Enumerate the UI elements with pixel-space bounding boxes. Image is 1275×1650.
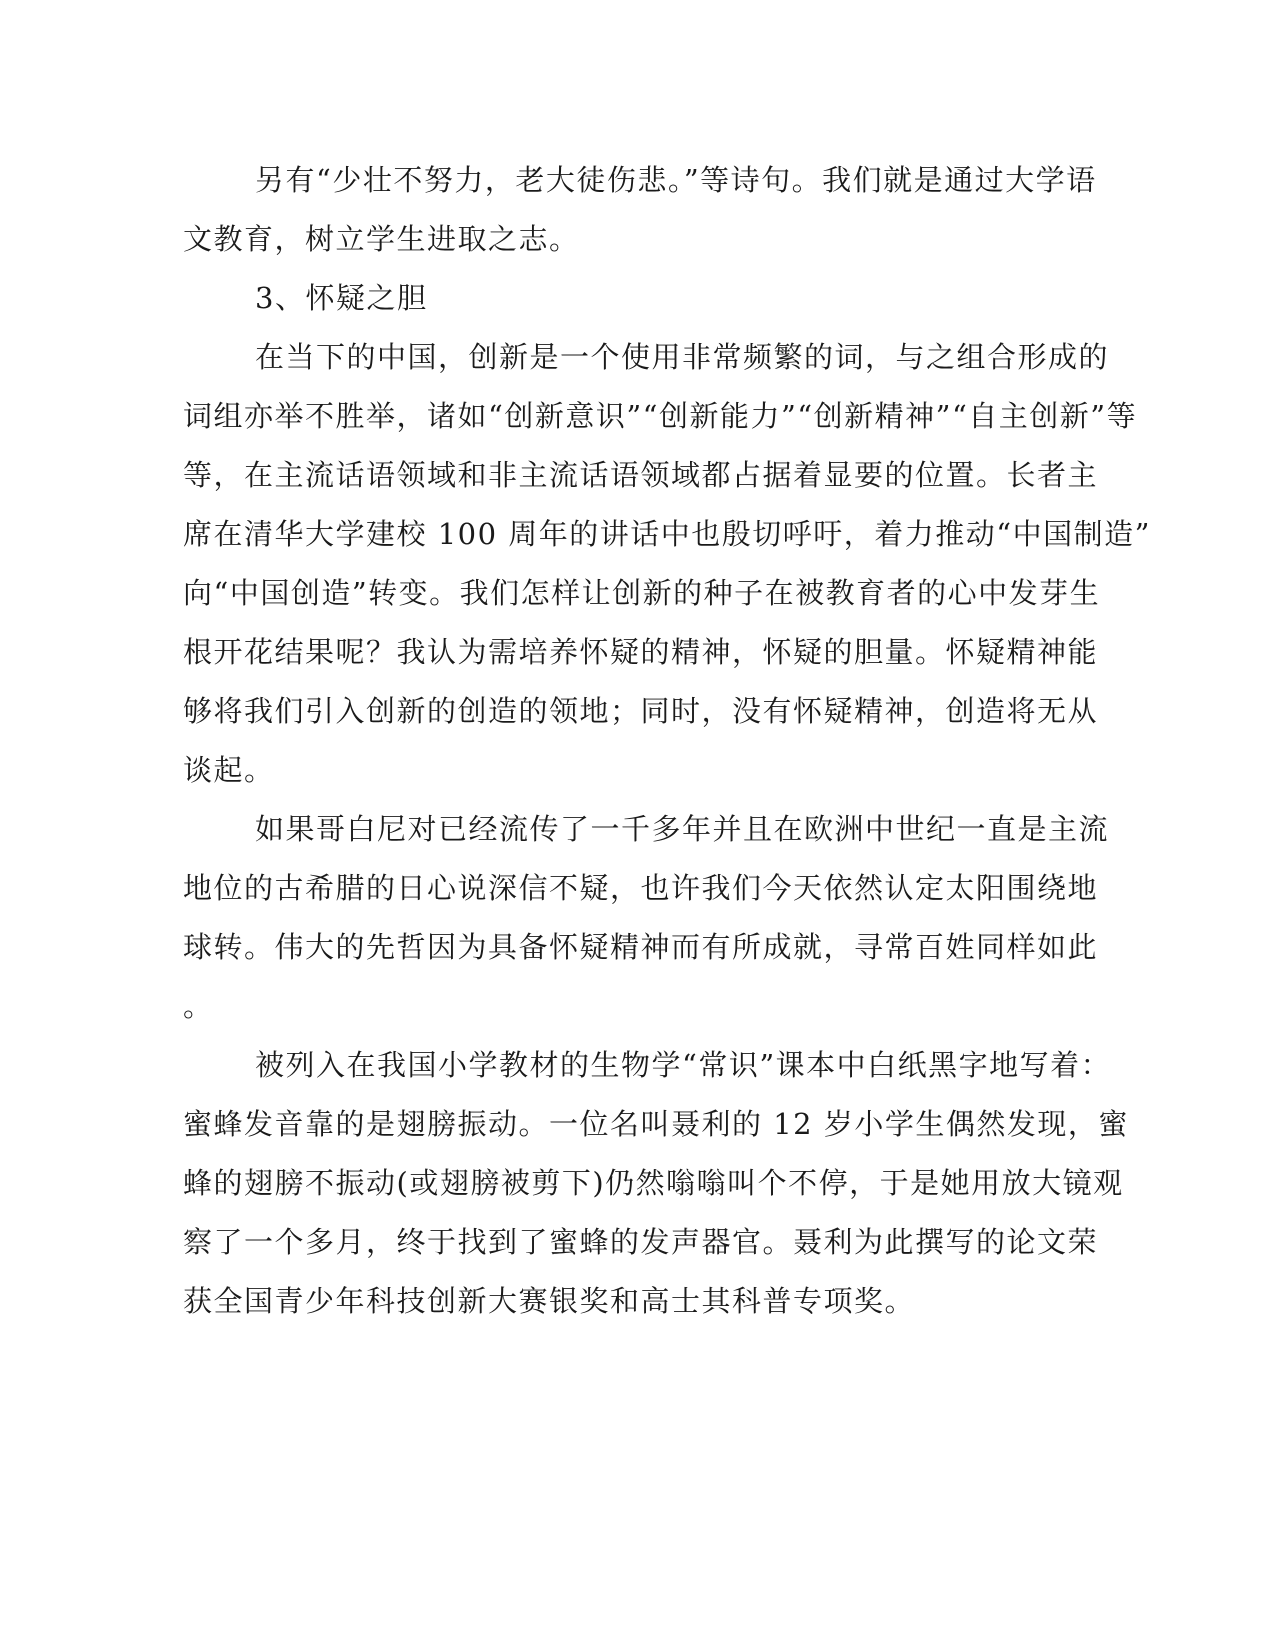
text-line: 谈起。	[183, 753, 275, 787]
text-line: 被列入在我国小学教材的生物学“常识”课本中白纸黑字地写着：	[255, 1048, 1112, 1082]
text-line: 词组亦举不胜举，诸如“创新意识”“创新能力”“创新精神”“自主创新”等	[183, 399, 1138, 433]
text-line: 。	[183, 989, 214, 1023]
text-line: 另有“少壮不努力，老大徒伤悲。”等诗句。我们就是通过大学语	[255, 163, 1097, 197]
text-line: 如果哥白尼对已经流传了一千多年并且在欧洲中世纪一直是主流	[255, 812, 1110, 846]
text-line: 察了一个多月，终于找到了蜜蜂的发声器官。聂利为此撰写的论文荣	[183, 1225, 1099, 1259]
text-line: 球转。伟大的先哲因为具备怀疑精神而有所成就，寻常百姓同样如此	[183, 930, 1099, 964]
text-line: 地位的古希腊的日心说深信不疑，也许我们今天依然认定太阳围绕地	[183, 871, 1099, 905]
text-line: 向“中国创造”转变。我们怎样让创新的种子在被教育者的心中发芽生	[183, 576, 1101, 610]
text-line: 根开花结果呢？我认为需培养怀疑的精神，怀疑的胆量。怀疑精神能	[183, 635, 1099, 669]
text-line: 蜂的翅膀不振动(或翅膀被剪下)仍然嗡嗡叫个不停，于是她用放大镜观	[183, 1166, 1124, 1200]
text-line: 在当下的中国，创新是一个使用非常频繁的词，与之组合形成的	[255, 340, 1110, 374]
section-heading: 3、怀疑之胆	[255, 281, 428, 315]
text-line: 等，在主流话语领域和非主流话语领域都占据着显要的位置。长者主	[183, 458, 1099, 492]
document-body	[183, 151, 1151, 1331]
text-line: 够将我们引入创新的创造的领地；同时，没有怀疑精神，创造将无从	[183, 694, 1099, 728]
text-line: 蜜蜂发音靠的是翅膀振动。一位名叫聂利的 12 岁小学生偶然发现，蜜	[183, 1107, 1129, 1141]
text-line: 文教育，树立学生进取之志。	[183, 222, 580, 256]
text-line: 获全国青少年科技创新大赛银奖和高士其科普专项奖。	[183, 1284, 916, 1318]
text-line: 席在清华大学建校 100 周年的讲话中也殷切呼吁，着力推动“中国制造”	[183, 517, 1151, 551]
